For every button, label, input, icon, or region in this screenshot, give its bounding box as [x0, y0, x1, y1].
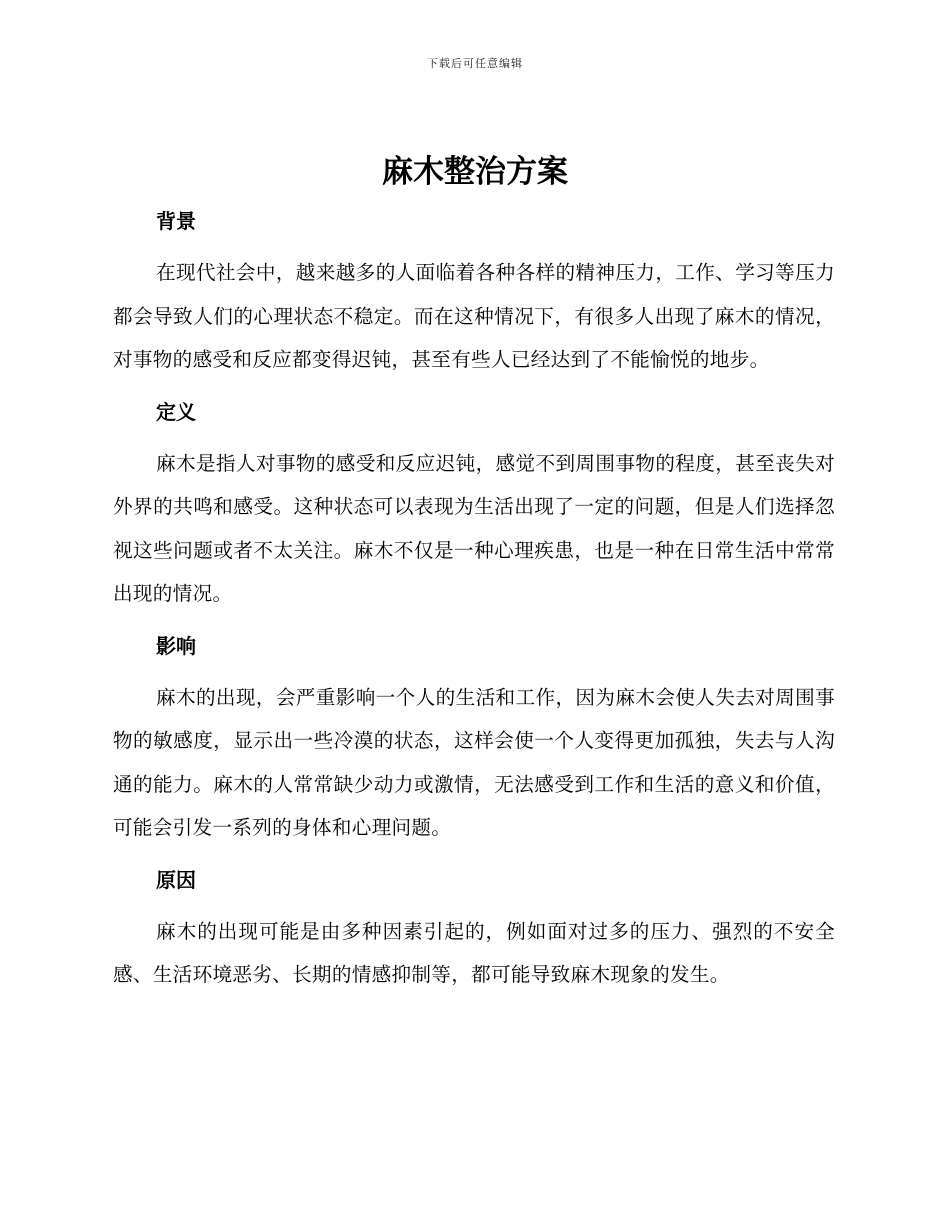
- section-paragraph: 麻木的出现，会严重影响一个人的生活和工作，因为麻木会使人失去对周围事物的敏感度，显示出一些冷漠的状态，这样会使一个人变得更加孤独，失去与人沟通的能力。麻木的人常常缺少动力或激情，无法感受到工作和生活的意义和价值，可能会引发一系列的身体和心理问题。: [113, 685, 835, 839]
- section-heading: 原因: [156, 867, 196, 892]
- section-heading: 定义: [156, 399, 196, 424]
- document-body: [113, 200, 835, 1006]
- section-background: [113, 200, 835, 382]
- section-heading: 影响: [156, 633, 196, 658]
- section-definition: [113, 391, 835, 616]
- section-paragraph: 麻木的出现可能是由多种因素引起的，例如面对过多的压力、强烈的不安全感、生活环境恶劣、长期的情感抑制等，都可能导致麻木现象的发生。: [113, 919, 835, 986]
- section-paragraph: 麻木是指人对事物的感受和反应迟钝，感觉不到周围事物的程度，甚至丧失对外界的共鸣和感受。这种状态可以表现为生活出现了一定的问题，但是人们选择忽视这些问题或者不太关注。麻木不仅是一种心理疾患，也是一种在日常生活中常常出现的情况。: [113, 451, 835, 605]
- section-impact: [113, 625, 835, 850]
- header-note: 下载后可任意编辑: [427, 57, 523, 70]
- document-title: 麻木整治方案: [382, 154, 568, 190]
- section-paragraph: 在现代社会中，越来越多的人面临着各种各样的精神压力，工作、学习等压力都会导致人们的心理状态不稳定。而在这种情况下，有很多人出现了麻木的情况，对事物的感受和反应都变得迟钝，甚至有些人已经达到了不能愉悦的地步。: [113, 261, 835, 371]
- section-causes: [113, 859, 835, 997]
- section-heading: 背景: [156, 209, 196, 233]
